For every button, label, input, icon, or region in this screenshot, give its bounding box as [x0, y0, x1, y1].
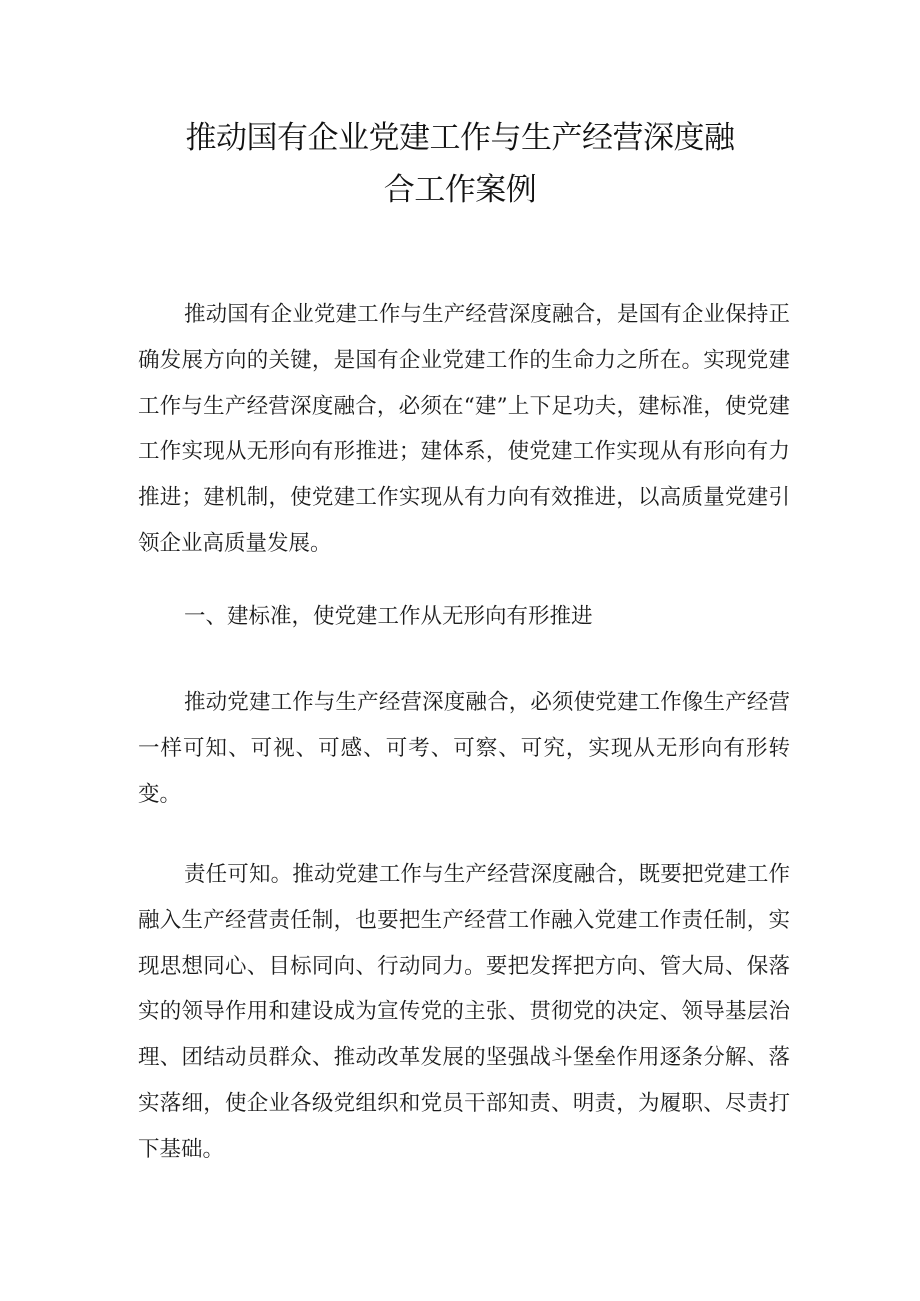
body-paragraph: 推动党建工作与生产经营深度融合，必须使党建工作像生产经营一样可知、可视、可感、可考、可察、可究，实现从无形向有形转变。 [138, 690, 790, 807]
title-line-1: 推动国有企业党建工作与生产经营深度融 [185, 120, 735, 156]
document-title [0, 112, 920, 216]
body-paragraph: 责任可知。推动党建工作与生产经营深度融合，既要把党建工作融入生产经营责任制，也要把生产经营工作融入党建工作责任制，实现思想同心、目标同向、行动同力。要把发挥把方向、管大局、保落实的领导作用和建设成为宣传党的主张、贯彻党的决定、领导基层治理、团结动员群众、推动改革发展的坚强战斗堡垒作用逐条分解、落实落细，使企业各级党组织和党员干部知责、明责，为履职、尽责打下基础。 [138, 862, 790, 1162]
section-heading: 一、建标准，使党建工作从无形向有形推进 [184, 604, 593, 629]
intro-paragraph: 推动国有企业党建工作与生产经营深度融合，是国有企业保持正确发展方向的关键，是国有企业党建工作的生命力之所在。实现党建工作与生产经营深度融合，必须在“建”上下足功夫，建标准，使党建工作实现从无形向有形推进；建体系，使党建工作实现从有形向有力推进；建机制，使党建工作实现从有力向有效推进，以高质量党建引领企业高质量发展。 [138, 302, 790, 556]
title-line-2: 合工作案例 [383, 172, 537, 208]
